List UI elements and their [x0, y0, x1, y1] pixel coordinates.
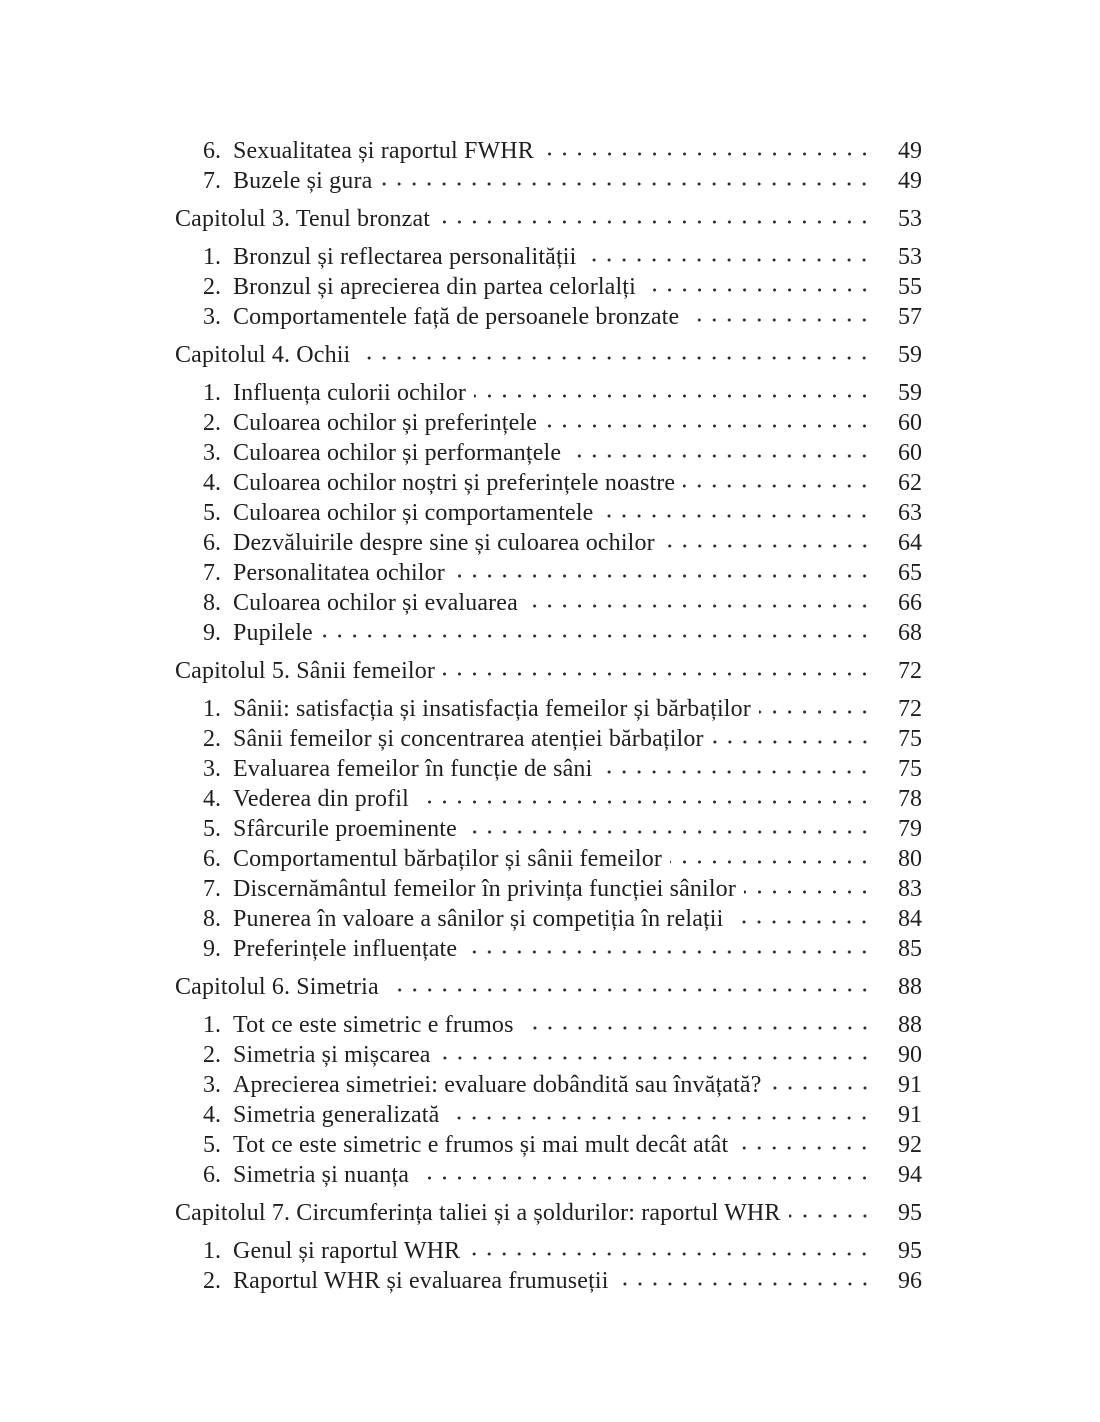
toc-page-number: 59 — [898, 342, 922, 368]
toc-item-row — [175, 558, 922, 588]
toc-entry-number: 3. — [203, 756, 221, 782]
toc-entry-title: Culoarea ochilor și evaluarea — [233, 590, 518, 616]
dot-leader — [569, 442, 872, 460]
toc-page-number: 90 — [898, 1042, 922, 1068]
toc-item-row — [175, 1160, 922, 1190]
toc-item-row — [175, 1130, 922, 1160]
dot-leader — [712, 728, 872, 746]
dot-leader — [443, 660, 872, 678]
toc-entry-title: Tot ce este simetric e frumos și mai mult decât atât — [233, 1132, 729, 1158]
toc-entry-title: Vederea din profil — [233, 786, 409, 812]
toc-entry-number: 2. — [203, 410, 221, 436]
toc-page-number: 80 — [898, 846, 922, 872]
toc-item-row — [175, 874, 922, 904]
dot-leader — [465, 938, 872, 956]
dot-leader — [417, 788, 872, 806]
toc-entry-title: Capitolul 5. Sânii femeilor — [175, 658, 436, 684]
toc-entry-title: Pupilele — [233, 620, 313, 646]
toc-entry-title: Preferințele influențate — [233, 936, 458, 962]
toc-entry-number: 4. — [203, 1102, 221, 1128]
dot-leader — [683, 472, 872, 490]
toc-page-number: 95 — [898, 1200, 922, 1226]
dot-leader — [736, 1134, 872, 1152]
toc-entry-number: 1. — [203, 1238, 221, 1264]
dot-leader — [447, 1104, 872, 1122]
toc-entry-title: Evaluarea femeilor în funcție de sâni — [233, 756, 593, 782]
toc-page-number: 84 — [898, 906, 922, 932]
dot-leader — [759, 698, 872, 716]
dot-leader — [358, 344, 872, 362]
toc-page-number: 53 — [898, 244, 922, 270]
toc-entry-title: Discernământul femeilor în privința funcției sânilor — [233, 876, 736, 902]
toc-page-number: 88 — [898, 974, 922, 1000]
toc-entry-number: 8. — [203, 906, 221, 932]
toc-entry-number: 7. — [203, 876, 221, 902]
dot-leader — [617, 1270, 872, 1288]
dot-leader — [453, 562, 872, 580]
toc-chapter-row — [175, 972, 922, 1002]
toc-entry-title: Comportamentul bărbaților și sânii femeilor — [233, 846, 663, 872]
toc-page-number: 91 — [898, 1072, 922, 1098]
dot-leader — [439, 1044, 872, 1062]
toc-entry-number: 9. — [203, 620, 221, 646]
toc-item-row — [175, 618, 922, 648]
toc-entry-number: 5. — [203, 500, 221, 526]
toc-entry-number: 2. — [203, 274, 221, 300]
toc-page-number: 88 — [898, 1012, 922, 1038]
toc-page-number: 96 — [898, 1268, 922, 1294]
toc-page-number: 92 — [898, 1132, 922, 1158]
dot-leader — [387, 976, 872, 994]
toc-page-number: 65 — [898, 560, 922, 586]
toc-entry-title: Sânii: satisfacția și insatisfacția femeilor și bărbaților — [233, 696, 751, 722]
toc-entry-title: Influența culorii ochilor — [233, 380, 467, 406]
dot-leader — [522, 1014, 872, 1032]
dot-leader — [601, 502, 872, 520]
toc-entry-title: Punerea în valoare a sânilor și competiția în relații — [233, 906, 724, 932]
dot-leader — [380, 170, 872, 188]
toc-entry-number: 4. — [203, 470, 221, 496]
toc-entry-title: Aprecierea simetriei: evaluare dobândită sau învățată? — [233, 1072, 762, 1098]
dot-leader — [687, 306, 872, 324]
dot-leader — [417, 1164, 872, 1182]
toc-page-number: 94 — [898, 1162, 922, 1188]
toc-entry-title: Bronzul și reflectarea personalității — [233, 244, 577, 270]
toc-entry-title: Sexualitatea și raportul FWHR — [233, 138, 534, 164]
toc-item-row — [175, 166, 922, 196]
toc-page-number: 66 — [898, 590, 922, 616]
toc-entry-number: 2. — [203, 726, 221, 752]
dot-leader — [468, 1240, 872, 1258]
toc-item-row — [175, 438, 922, 468]
toc-page-number: 62 — [898, 470, 922, 496]
toc-entry-number: 4. — [203, 786, 221, 812]
toc-item-row — [175, 302, 922, 332]
dot-leader — [465, 818, 872, 836]
dot-leader — [474, 382, 872, 400]
toc-entry-number: 6. — [203, 1162, 221, 1188]
toc-entry-number: 7. — [203, 560, 221, 586]
toc-entry-number: 2. — [203, 1042, 221, 1068]
toc-chapter-row — [175, 340, 922, 370]
toc-entry-title: Culoarea ochilor și comportamentele — [233, 500, 594, 526]
toc-entry-number: 6. — [203, 138, 221, 164]
toc-entry-number: 3. — [203, 304, 221, 330]
toc-page-number: 72 — [898, 696, 922, 722]
toc-page-number: 72 — [898, 658, 922, 684]
toc-entry-title: Culoarea ochilor și preferințele — [233, 410, 538, 436]
dot-leader — [526, 592, 872, 610]
toc-entry-number: 1. — [203, 696, 221, 722]
toc-page-number: 63 — [898, 500, 922, 526]
toc-page-number: 78 — [898, 786, 922, 812]
dot-leader — [584, 246, 872, 264]
toc-entry-title: Culoarea ochilor și performanțele — [233, 440, 562, 466]
dot-leader — [789, 1202, 872, 1220]
toc-item-row — [175, 934, 922, 964]
toc-page-number: 85 — [898, 936, 922, 962]
toc-entry-number: 3. — [203, 440, 221, 466]
toc-item-row — [175, 272, 922, 302]
toc-item-row — [175, 724, 922, 754]
toc-item-row — [175, 754, 922, 784]
toc-page-number: 91 — [898, 1102, 922, 1128]
dot-leader — [438, 208, 872, 226]
toc-entry-title: Genul și raportul WHR — [233, 1238, 461, 1264]
toc-page-number: 49 — [898, 168, 922, 194]
toc-entry-title: Sânii femeilor și concentrarea atenției bărbaților — [233, 726, 704, 752]
toc-entry-number: 6. — [203, 846, 221, 872]
toc-item-row — [175, 814, 922, 844]
toc-entry-number: 5. — [203, 1132, 221, 1158]
toc-page-number: 60 — [898, 440, 922, 466]
dot-leader — [770, 1074, 872, 1092]
toc-entry-title: Simetria și nuanța — [233, 1162, 409, 1188]
toc-item-row — [175, 904, 922, 934]
toc-entry-title: Capitolul 3. Tenul bronzat — [175, 206, 431, 232]
toc-page-number: 68 — [898, 620, 922, 646]
toc-entry-title: Personalitatea ochilor — [233, 560, 445, 586]
dot-leader — [542, 140, 872, 158]
toc-item-row — [175, 528, 922, 558]
toc-page-number: 75 — [898, 726, 922, 752]
toc-entry-title: Buzele și gura — [233, 168, 373, 194]
toc-page-number: 83 — [898, 876, 922, 902]
toc-entry-number: 1. — [203, 1012, 221, 1038]
toc-page-number: 60 — [898, 410, 922, 436]
toc-entry-title: Capitolul 4. Ochii — [175, 342, 351, 368]
toc-page-number: 59 — [898, 380, 922, 406]
toc-page-number: 79 — [898, 816, 922, 842]
toc-chapter-row — [175, 656, 922, 686]
toc-entry-title: Raportul WHR și evaluarea frumuseții — [233, 1268, 609, 1294]
toc-page-number: 64 — [898, 530, 922, 556]
toc-entry-title: Dezvăluirile despre sine și culoarea ochilor — [233, 530, 655, 556]
toc-item-row — [175, 498, 922, 528]
dot-leader — [744, 878, 872, 896]
toc-page-number: 49 — [898, 138, 922, 164]
toc-item-row — [175, 1040, 922, 1070]
toc-item-row — [175, 468, 922, 498]
toc-page-number: 75 — [898, 756, 922, 782]
toc-entry-number: 7. — [203, 168, 221, 194]
toc-entry-number: 3. — [203, 1072, 221, 1098]
toc-item-row — [175, 784, 922, 814]
toc-item-row — [175, 136, 922, 166]
toc-entry-title: Simetria și mișcarea — [233, 1042, 431, 1068]
toc-item-row — [175, 378, 922, 408]
toc-entry-number: 8. — [203, 590, 221, 616]
toc-entry-number: 2. — [203, 1268, 221, 1294]
toc-chapter-row — [175, 1198, 922, 1228]
toc-item-row — [175, 1266, 922, 1296]
dot-leader — [731, 908, 872, 926]
dot-leader — [644, 276, 872, 294]
toc-entry-number: 9. — [203, 936, 221, 962]
toc-item-row — [175, 408, 922, 438]
dot-leader — [670, 848, 872, 866]
toc-entry-number: 1. — [203, 244, 221, 270]
toc-entry-title: Bronzul și aprecierea din partea celorlalți — [233, 274, 636, 300]
toc-entry-title: Culoarea ochilor noștri și preferințele noastre — [233, 470, 676, 496]
toc-entry-number: 6. — [203, 530, 221, 556]
dot-leader — [663, 532, 872, 550]
toc-list — [175, 136, 922, 1296]
toc-item-row — [175, 1010, 922, 1040]
toc-entry-title: Comportamentele față de persoanele bronzate — [233, 304, 680, 330]
toc-page-number: 57 — [898, 304, 922, 330]
toc-entry-title: Sfârcurile proeminente — [233, 816, 457, 842]
toc-item-row — [175, 1100, 922, 1130]
toc-item-row — [175, 242, 922, 272]
toc-item-row — [175, 694, 922, 724]
toc-item-row — [175, 588, 922, 618]
dot-leader — [321, 622, 872, 640]
toc-entry-number: 1. — [203, 380, 221, 406]
toc-entry-title: Simetria generalizată — [233, 1102, 440, 1128]
toc-page-number: 55 — [898, 274, 922, 300]
toc-entry-title: Capitolul 6. Simetria — [175, 974, 379, 1000]
toc-entry-title: Capitolul 7. Circumferința taliei și a șoldurilor: raportul WHR — [175, 1200, 781, 1226]
toc-page-number: 53 — [898, 206, 922, 232]
toc-entry-number: 5. — [203, 816, 221, 842]
toc-chapter-row — [175, 204, 922, 234]
toc-item-row — [175, 844, 922, 874]
dot-leader — [545, 412, 872, 430]
dot-leader — [600, 758, 872, 776]
toc-item-row — [175, 1236, 922, 1266]
toc-entry-title: Tot ce este simetric e frumos — [233, 1012, 514, 1038]
toc-page-number: 95 — [898, 1238, 922, 1264]
toc-item-row — [175, 1070, 922, 1100]
